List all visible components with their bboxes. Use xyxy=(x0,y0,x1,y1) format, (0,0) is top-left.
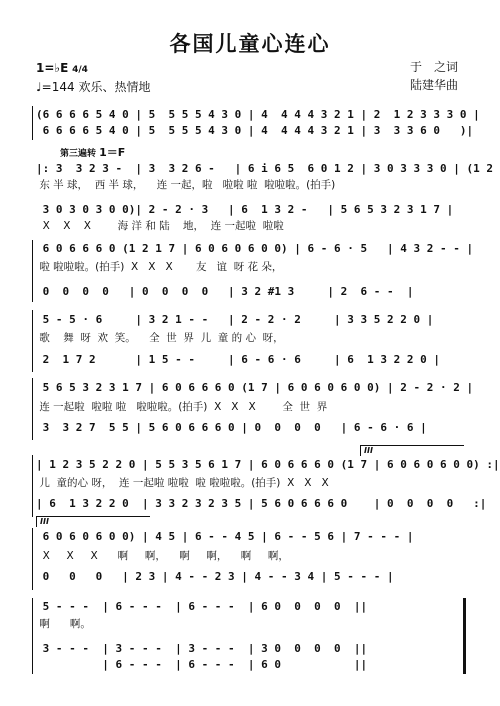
lyric-line: 东 半 球， 西 半 球， 连 一起，啦 啦啦 啦 啦啦啦。(拍手) xyxy=(36,179,336,191)
score-row: 6 6 6 6 5 4 0 | 5 5 5 5 4 3 0 | 4 4 4 4 3 2 1 | 3 3 3 6 0 )| xyxy=(36,124,474,137)
score-row: 6 0 6 6 6 0 (1 2 1 7 | 6 0 6 0 6 0 0) | 6 - 6 · 5 | 4 3 2 - - | xyxy=(36,242,474,255)
tempo-key-block xyxy=(36,60,150,96)
lyric-line: 啦 啦啦啦。(拍手) X X X 友 谊 呀 花 朵， xyxy=(36,261,283,273)
score-row: |: 3 3 2 3 - | 3 3 2 6 - | 6 i 6 5 6 0 1 2 | 3 0 3 3 3 0 | (1 2 xyxy=(36,162,493,175)
lyric-line: 连 一起啦 啦啦 啦 啦啦啦。(拍手) X X X 全 世 界 xyxy=(36,401,328,413)
score-row: 3 0 3 0 3 0 0)| 2 - 2 · 3 | 6 1 3 2 - | 5 6 5 3 2 3 1 7 | xyxy=(36,203,454,216)
key-change-note: 第三遍转 xyxy=(60,149,97,159)
lyric-line: X X X 啊 啊， 啊 啊， 啊 啊， xyxy=(36,550,289,562)
lyric-line: 啊 啊。 xyxy=(36,618,91,630)
score-row: 3 - - - | 3 - - - | 3 - - - | 3 0 0 0 0 || xyxy=(36,642,368,655)
lyric-line: X X X 海 洋 和 陆 地， 连 一起啦 啦啦 xyxy=(36,220,284,232)
score-row: | 6 1 3 2 2 0 | 3 3 2 3 2 3 5 | 5 6 0 6 6 6 0 | 0 0 0 0 :| xyxy=(36,497,487,510)
final-barline xyxy=(459,598,466,674)
credits-block xyxy=(410,58,458,94)
volta-bracket: III xyxy=(360,445,464,456)
volta-bracket: III xyxy=(36,516,150,527)
score-row: 3 3 2 7 5 5 | 5 6 0 6 6 6 0 | 0 0 0 0 | 6 - 6 · 6 | xyxy=(36,421,427,434)
lyric-line: 儿 童的心 呀， 连 一起啦 啦啦 啦 啦啦啦。(拍手) X X X xyxy=(36,477,329,489)
song-title: 各国儿童心连心 xyxy=(169,31,331,56)
score-row: 5 6 5 3 2 3 1 7 | 6 0 6 6 6 0 (1 7 | 6 0 6 0 6 0 0) | 2 - 2 · 2 | xyxy=(36,381,474,394)
tempo-marking: ♩=144 xyxy=(36,80,75,94)
key-change-marker xyxy=(60,144,125,160)
score-row: 2 1 7 2 | 1 5 - - | 6 - 6 · 6 | 6 1 3 2 2 0 | xyxy=(36,353,440,366)
score-row: 0 0 0 | 2 3 | 4 - - 2 3 | 4 - - 3 4 | 5 - - - | xyxy=(36,570,394,583)
score-row: 6 0 6 0 6 0 0) | 4 5 | 6 - - 4 5 | 6 - - 5 6 | 7 - - - | xyxy=(36,530,414,543)
expression-marking: 欢乐、热情地 xyxy=(78,80,151,94)
score-row: | 1 2 3 5 2 2 0 | 5 5 3 5 6 1 7 | 6 0 6 6 6 0 (1 7 | 6 0 6 0 6 0 0) :| xyxy=(36,458,500,471)
key-signature-line xyxy=(36,60,150,79)
composer-credit: 陆建华曲 xyxy=(409,78,458,92)
lyricist-credit: 于 之词 xyxy=(409,60,458,74)
key-change-value: 1＝F xyxy=(99,146,126,159)
score-row: (6 6 6 6 5 4 0 | 5 5 5 5 4 3 0 | 4 4 4 4 3 2 1 | 2 1 2 3 3 3 0 | xyxy=(36,108,480,121)
time-signature: 4/4 xyxy=(72,65,88,75)
score-row: 0 0 0 0 | 0 0 0 0 | 3 2 #1 3 | 2 6 - - | xyxy=(36,285,414,298)
score-row: | 6 - - - | 6 - - - | 6 0 || xyxy=(36,658,368,671)
tempo-line xyxy=(36,79,150,96)
score-row: 5 - 5 · 6 | 3 2 1 - - | 2 - 2 · 2 | 3 3 5 2 2 0 | xyxy=(36,313,434,326)
lyric-line: 歌 舞 呀 欢 笑。 全 世 界 儿 童 的 心 呀， xyxy=(36,332,284,344)
key-signature: 1=♭E xyxy=(36,61,69,75)
score-row: 5 - - - | 6 - - - | 6 - - - | 6 0 0 0 0 || xyxy=(36,600,368,613)
